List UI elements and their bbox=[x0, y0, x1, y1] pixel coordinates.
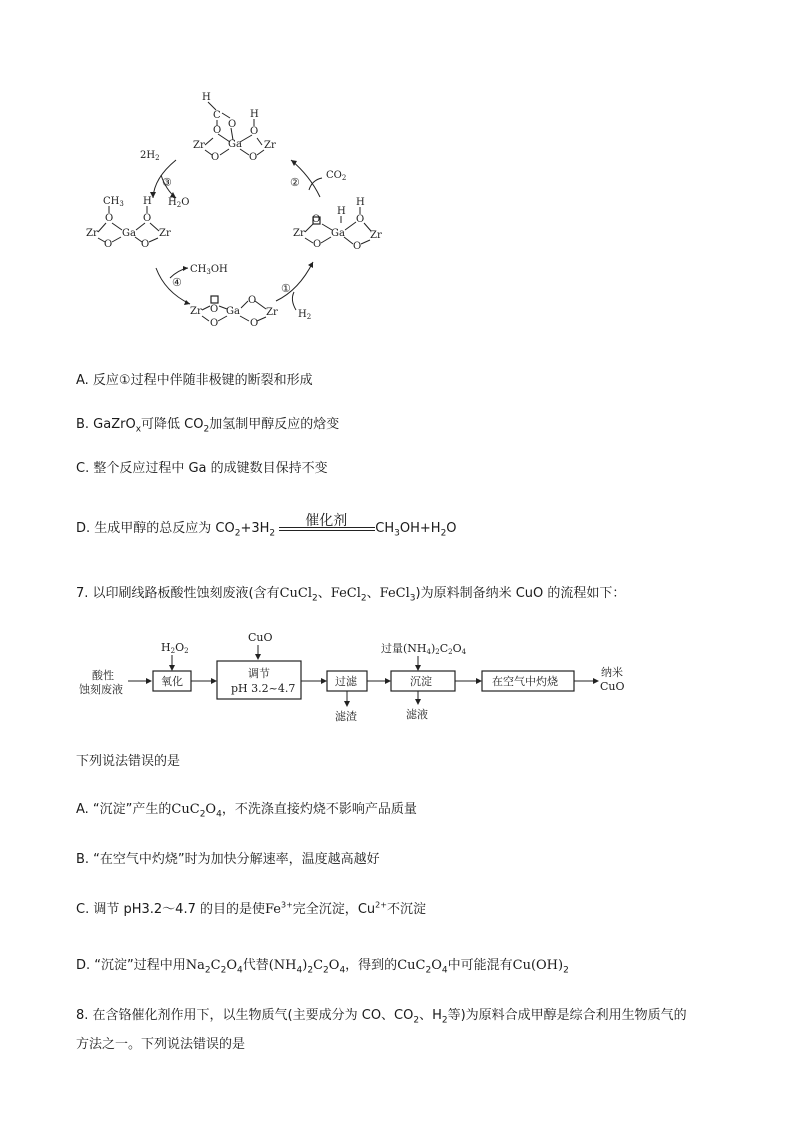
atom-o: O bbox=[104, 239, 113, 250]
atom-ga: Ga bbox=[226, 306, 240, 317]
q7-option-d: D. “沉淀”过程中用$Na_2C_2O_4$代替$(NH_4)_2C_2O_4$，得到的$CuC_2O_4$中可能混有$Cu(OH)_2$ bbox=[76, 958, 569, 976]
q7-option-c: C. 调节 pH3.2～4.7 的目的是使$Fe^{3+}$完全沉淀，$Cu^{2+}$不沉淀 bbox=[76, 900, 426, 917]
step-4-label: ④ bbox=[172, 276, 182, 289]
step-3-label: ③ bbox=[162, 176, 172, 189]
atom-c: C bbox=[213, 110, 221, 121]
catalytic-cycle-diagram bbox=[0, 0, 794, 345]
atom-zr: Zr bbox=[193, 140, 205, 151]
reagent-h2o2: H2O2 bbox=[161, 641, 189, 655]
right-intermediate bbox=[293, 197, 382, 252]
reagent-cuo: CuO bbox=[248, 631, 273, 644]
filtrate-label: 滤液 bbox=[406, 708, 428, 721]
atom-o: O bbox=[250, 126, 259, 137]
q8-stem-line1: 8. 在含铬催化剂作用下，以生物质气(主要成分为 CO、$CO_2$、$H_2$等)为原料合成甲醇是综合利用生物质气的 bbox=[76, 1008, 687, 1026]
step-2-label: ② bbox=[290, 176, 300, 189]
step-4-arrow bbox=[156, 264, 228, 305]
product-line1: 纳米 bbox=[601, 666, 623, 679]
reagent-2h2: $2H_2$ bbox=[140, 150, 160, 162]
atom-o: O bbox=[213, 125, 222, 136]
reagent-co2: $CO_2$ bbox=[326, 170, 347, 182]
residue-label: 滤渣 bbox=[335, 710, 357, 723]
atom-o: O bbox=[313, 239, 322, 250]
atom-o: O bbox=[249, 152, 258, 163]
adjust-label-line2: pH 3.2~4.7 bbox=[231, 682, 296, 695]
atom-zr: Zr bbox=[86, 228, 98, 239]
q6-option-d: D. 生成甲醇的总反应为 $CO_2+3H_2$ 催化剂 $CH_3OH+H_2O$ bbox=[76, 517, 457, 539]
catalyst-label: 催化剂 bbox=[305, 512, 348, 529]
atom-h: H bbox=[356, 197, 365, 208]
product-h2o: $H_2O$ bbox=[168, 197, 190, 209]
atom-h: H bbox=[143, 196, 152, 207]
atom-o: O bbox=[143, 213, 152, 224]
atom-zr: Zr bbox=[159, 228, 171, 239]
top-intermediate bbox=[193, 92, 276, 163]
q8-stem-line2: 方法之一。下列说法错误的是 bbox=[76, 1037, 246, 1052]
q6-option-a: A. 反应①过程中伴随非极键的断裂和形成 bbox=[76, 373, 313, 388]
atom-o: O bbox=[211, 152, 220, 163]
atom-zr: Zr bbox=[190, 306, 202, 317]
reagent-h2: $H_2$ bbox=[298, 309, 312, 321]
adjust-label-line1: 调节 bbox=[248, 667, 270, 680]
atom-zr: Zr bbox=[266, 307, 278, 318]
step-1-arrow bbox=[276, 262, 313, 321]
atom-o: O bbox=[312, 214, 321, 225]
catalyst-equal-sign bbox=[279, 512, 375, 536]
input-waste-line2: 蚀刻废液 bbox=[79, 683, 123, 696]
atom-o: O bbox=[353, 241, 362, 252]
reagent-ammonium-oxalate: 过量(NH4)2C2O4 bbox=[381, 642, 467, 656]
oxidize-label: 氧化 bbox=[161, 675, 183, 688]
atom-zr: Zr bbox=[370, 230, 382, 241]
q7-ask: 下列说法错误的是 bbox=[76, 754, 181, 769]
atom-h: H bbox=[250, 109, 259, 120]
atom-ga: Ga bbox=[122, 228, 136, 239]
q7-stem: 7. 以印刷线路板酸性蚀刻废液(含有CuCl$_2$、FeCl$_2$、FeCl$_3$)为原料制备纳米 CuO 的流程如下： bbox=[76, 586, 626, 604]
q7-option-b: B. “在空气中灼烧”时为加快分解速率，温度越高越好 bbox=[76, 852, 380, 867]
atom-o: O bbox=[210, 318, 219, 329]
input-waste-line1: 酸性 bbox=[92, 669, 114, 682]
q7-option-a: A. “沉淀”产生的$CuC_2O_4$，不洗涤直接灼烧不影响产品质量 bbox=[76, 802, 417, 820]
filter-label: 过滤 bbox=[335, 675, 357, 688]
product-line2: CuO bbox=[600, 680, 625, 693]
atom-ga: Ga bbox=[331, 228, 345, 239]
atom-o: O bbox=[228, 119, 237, 130]
atom-o: O bbox=[105, 213, 114, 224]
left-intermediate bbox=[86, 196, 171, 250]
atom-o: O bbox=[141, 239, 150, 250]
atom-zr: Zr bbox=[264, 140, 276, 151]
atom-h: H bbox=[337, 206, 346, 217]
process-flowchart bbox=[0, 625, 794, 735]
precipitate-label: 沉淀 bbox=[410, 675, 432, 688]
atom-o: O bbox=[250, 318, 259, 329]
step-2-arrow bbox=[290, 160, 346, 197]
q6-option-b: B. GaZrO$_x$可降低 $CO_2$加氢制甲醇反应的焓变 bbox=[76, 417, 340, 435]
atom-h: H bbox=[202, 92, 211, 103]
atom-o: O bbox=[356, 214, 365, 225]
methyl-group: $CH_3$ bbox=[103, 196, 124, 208]
product-ch3oh: $CH_3OH$ bbox=[190, 264, 228, 276]
calcine-label: 在空气中灼烧 bbox=[492, 675, 558, 688]
q6-option-c: C. 整个反应过程中 Ga 的成键数目保持不变 bbox=[76, 461, 328, 476]
atom-zr: Zr bbox=[293, 228, 305, 239]
atom-o: O bbox=[210, 304, 219, 315]
atom-o: O bbox=[248, 295, 257, 306]
bottom-intermediate bbox=[190, 295, 278, 329]
step-1-label: ① bbox=[281, 282, 291, 295]
atom-ga: Ga bbox=[228, 139, 242, 150]
